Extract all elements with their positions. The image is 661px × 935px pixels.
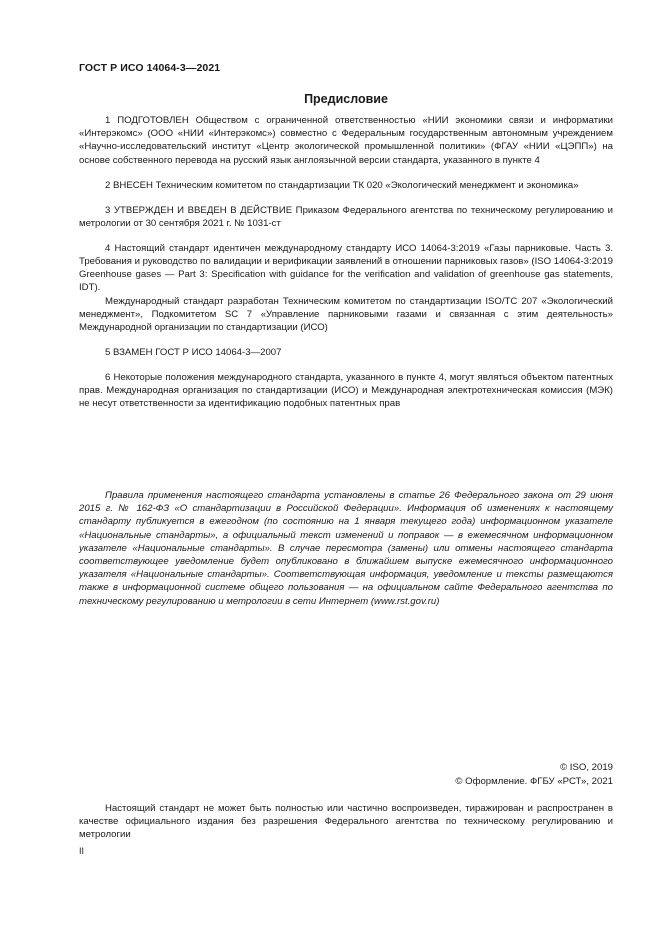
paragraph-approved: 3 УТВЕРЖДЕН И ВВЕДЕН В ДЕЙСТВИЕ Приказом Федерального агентства по техническому регулированию и метрологии от 30 сентября 2021 г. № 1031-ст bbox=[79, 204, 613, 229]
copyright-design: © Оформление. ФГБУ «РСТ», 2021 bbox=[455, 776, 613, 787]
paragraph-prepared: 1 ПОДГОТОВЛЕН Обществом с ограниченной ответственностью «НИИ экономики связи и информатики «Интерэкомс» (ООО «НИИ «Интерэкомс») совместно с Федеральным государственным автономным учреждением «Научно-исследовательский институт «Центр экологической промышленной политики» (ФГАУ «НИИ «ЦЭПП») на основе собственного перевода на русский язык англоязычной версии стандарта, указанного в пункте 4 bbox=[79, 115, 613, 166]
paragraph-developed-by: Международный стандарт разработан Техническим комитетом по стандартизации ISO/TC 207 «Экологический менеджмент», Подкомитетом SC 7 «Управление парниковыми газами и связанная с этим деятельность» Международной организации по стандартизации (ИСО) bbox=[79, 295, 613, 334]
copyright-block bbox=[455, 761, 613, 789]
standard-code-header: ГОСТ Р ИСО 14064-3—2021 bbox=[79, 62, 221, 74]
page-number: II bbox=[79, 846, 85, 856]
application-rules-notice bbox=[79, 489, 613, 608]
paragraph-patents: 6 Некоторые положения международного стандарта, указанного в пункте 4, могут являться объектом патентных прав. Международная организация по стандартизации (ИСО) и Международная электротехническая комиссия (МЭК) не несут ответственности за идентификацию подобных патентных прав bbox=[79, 372, 613, 410]
notice-text: Правила применения настоящего стандарта установлены в статье 26 Федерального закона от 29 июня 2015 г. № 162-ФЗ «О стандартизации в Российской Федерации». Информация об изменениях к настоящему стандарту публикуется в ежегодном (по состоянию на 1 января текущего года) информационном указателе «Национальные стандарты», а официальный текст изменений и поправок — в ежемесячном информационном указателе «Национальные стандарты». В случае пересмотра (замены) или отмены настоящего стандарта соответствующее уведомление будет опубликовано в ближайшем выпуске ежемесячного информационного указателя «Национальные стандарты». Соответствующая информация, уведомление и тексты размещаются также в информационной системе общего пользования — на официальном сайте Федерального агентства по техническому регулированию и метрологии в сети Интернет (www.rst.gov.ru) bbox=[79, 490, 613, 607]
page-title: Предисловие bbox=[304, 92, 388, 106]
paragraph-identical: 4 Настоящий стандарт идентичен международному стандарту ИСО 14064-3:2019 «Газы парниковые. Часть 3. Требования и руководство по валидации и верификации заявлений в отношении парниковых газов» (ISO 14064-3:2019 Greenhouse gases — Part 3: Specification with guidance for the verification and validation of greenhouse gas statements, IDT). bbox=[79, 242, 613, 294]
copyright-iso: © ISO, 2019 bbox=[560, 762, 613, 773]
reproduction-notice bbox=[79, 802, 613, 842]
paragraph-replaces: 5 ВЗАМЕН ГОСТ Р ИСО 14064-3—2007 bbox=[105, 347, 282, 359]
reproduction-text: Настоящий стандарт не может быть полностью или частично воспроизведен, тиражирован и распространен в качестве официального издания без разрешения Федерального агентства по техническому регулированию и метрологии bbox=[79, 803, 613, 841]
paragraph-introduced: 2 ВНЕСЕН Техническим комитетом по стандартизации ТК 020 «Экологический менеджмент и экономика» bbox=[105, 179, 579, 191]
foreword-body bbox=[79, 114, 613, 422]
